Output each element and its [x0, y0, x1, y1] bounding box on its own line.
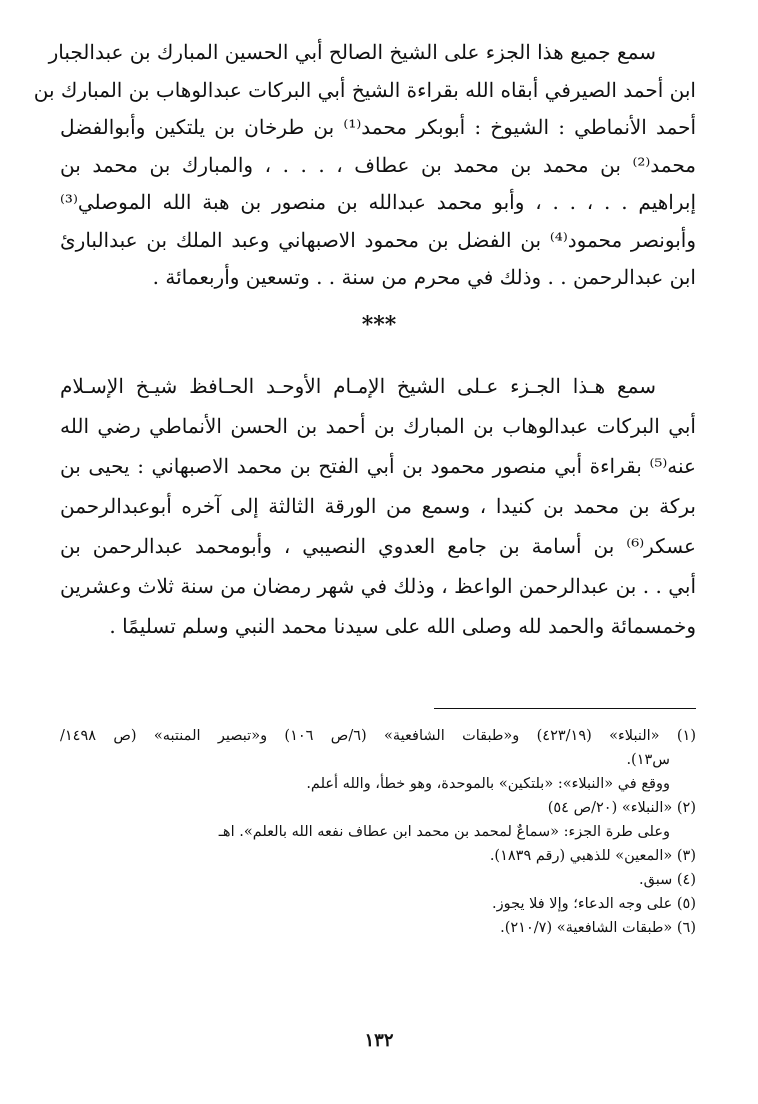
footnote-divider: [434, 708, 696, 709]
page-number: ١٣٢: [364, 1030, 394, 1051]
footnote-line: (٦) «طبقات الشافعية» (٢١٠/٧).: [500, 920, 696, 936]
text-line: أحمد الأنماطي : الشيوخ : أبوبكر محمد⁽¹⁾ بن طرخان بن يلتكين وأبوالفضل: [60, 115, 697, 139]
text-line: عنه⁽⁵⁾ بقراءة أبي منصور محمود بن أبي الفتح بن محمد الاصبهاني : يحيى بن: [60, 454, 696, 478]
footnote-line: س١٣).: [626, 752, 670, 768]
text-line: بركة بن محمد بن كنيدا ، وسمع من الورقة الثالثة إلى آخره أبوعبدالرحمن: [60, 494, 696, 518]
text-line: سمع جميع هذا الجزء على الشيخ الصالح أبي الحسين المبارك بن عبدالجبار: [48, 40, 656, 64]
footnote-line: (٥) على وجه الدعاء؛ وإلا فلا يجوز.: [492, 896, 696, 912]
footnotes: [60, 724, 696, 940]
text-line: أبي . . بن عبدالرحمن الواعظ ، وذلك في شهر رمضان من سنة ثلاث وعشرين: [60, 574, 696, 598]
footnote-line: وعلى طرة الجزء: «سماعٌ لمحمد بن محمد ابن عطاف نفعه الله بالعلم». اهـ: [218, 824, 670, 840]
paragraph-2: [60, 366, 696, 646]
text-line: سمع هـذا الجـزء عـلى الشيخ الإمـام الأوحـد الحـافظ شيـخ الإسـلام: [60, 374, 656, 398]
text-line: محمد⁽²⁾ بن محمد بن محمد بن عطاف ، . . . ، والمبارك بن محمد بن: [60, 152, 696, 177]
text-line: وخمسمائة والحمد لله وصلى الله على سيدنا محمد النبي وسلم تسليمًا .: [109, 614, 696, 638]
text-line: عسكر⁽⁶⁾ بن أسامة بن جامع العدوي النصيبي ، وأبومحمد عبدالرحمن بن: [60, 534, 696, 558]
footnote-line: (٤) سبق.: [639, 872, 696, 888]
paragraph-1: [33, 34, 697, 297]
footnote-line: (٣) «المعين» للذهبي (رقم ١٨٣٩).: [489, 848, 696, 864]
footnote-line: (٢) «النبلاء» (٢٠/ص ٥٤): [547, 800, 696, 816]
footnote-line: ووقع في «النبلاء»: «بلتكين» بالموحدة، وهو خطأ، والله أعلم.: [306, 776, 670, 792]
text-line: إبراهيم . . ، . . ، وأبو محمد عبدالله بن منصور بن هبة الله الموصلي⁽³⁾: [60, 190, 696, 214]
section-separator: ***: [361, 312, 397, 338]
text-line: وأبونصر محمود⁽⁴⁾ بن الفضل بن محمود الاصبهاني وعبد الملك بن عبدالبارئ: [60, 227, 696, 252]
footnote-line: (١) «النبلاء» (٤٢٣/١٩) و«طبقات الشافعية» (٦/ص ١٠٦) و«تبصير المنتبه» (ص ١٤٩٨/: [60, 728, 696, 744]
text-line: ابن عبدالرحمن . . وذلك في محرم من سنة . . وتسعين وأربعمائة .: [152, 265, 696, 289]
text-line: أبي البركات عبدالوهاب بن المبارك بن أحمد بن الحسن الأنماطي رضي الله: [60, 414, 696, 438]
text-line: ابن أحمد الصيرفي أبقاه الله بقراءة الشيخ أبي البركات عبدالوهاب بن المبارك بن: [33, 77, 696, 102]
